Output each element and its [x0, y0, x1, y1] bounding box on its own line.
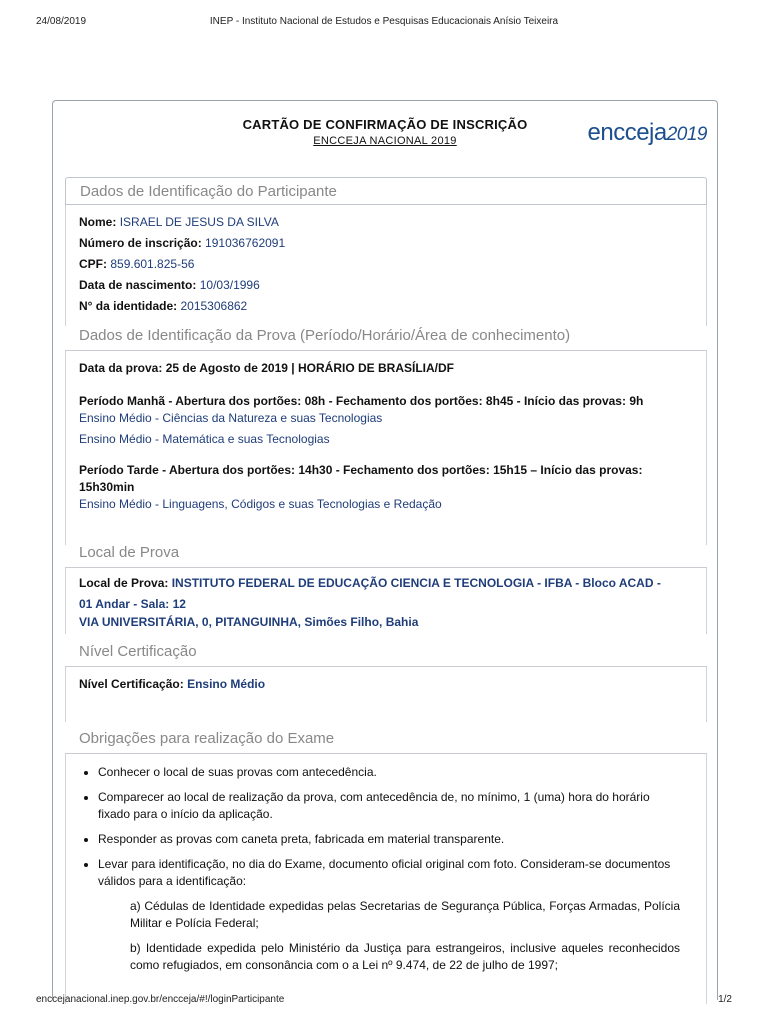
participant-name: Nome: ISRAEL DE JESUS DA SILVA: [79, 215, 279, 229]
certification-body: [65, 667, 707, 722]
logo-text-b: c: [613, 119, 625, 146]
print-url: enccejanacional.inep.gov.br/encceja/#!/loginParticipante: [36, 994, 285, 1005]
location-line2: 01 Andar - Sala: 12: [79, 597, 186, 611]
location-body: [65, 568, 707, 634]
obligations-heading: Obrigações para realização do Exame: [79, 730, 335, 747]
print-page-number: 1/2: [718, 994, 732, 1005]
obligation-item: • Levar para identificação, no dia do Exame, documento oficial original com foto. Consideram-se documentos válidos para a identificação:: [98, 856, 680, 890]
exam-heading: Dados de Identificação da Prova (Período/Horário/Área de conhecimento): [79, 327, 571, 344]
exam-panel: [65, 322, 707, 545]
participant-registration: Número de inscrição: 191036762091: [79, 236, 286, 250]
certification-panel: [65, 638, 707, 722]
afternoon-period-line1: Período Tarde - Abertura dos portões: 14h30 - Fechamento dos portões: 15h15 – Início das provas:: [79, 463, 643, 477]
certification-level: Nível Certificação: Ensino Médio: [79, 677, 266, 691]
morning-area-1: Ensino Médio - Ciências da Natureza e suas Tecnologias: [79, 411, 383, 425]
encceja-logo: [587, 119, 707, 147]
logo-text-a: en: [587, 119, 614, 146]
obligation-sub-item: b) Identidade expedida pelo Ministério da Justiça para estrangeiros, inclusive aqueles reconhecidos como refugiados, em consonância com o a Lei nº 9.474, de 22 de julho de 1997;: [130, 941, 680, 972]
card-subtitle: ENCCEJA NACIONAL 2019: [313, 135, 457, 147]
afternoon-area-1: Ensino Médio - Linguagens, Códigos e suas Tecnologias e Redação: [79, 497, 442, 511]
location-line1: Local de Prova: INSTITUTO FEDERAL DE EDUCAÇÃO CIENCIA E TECNOLOGIA - IFBA - Bloco ACAD -: [79, 576, 661, 590]
participant-birthdate: Data de nascimento: 10/03/1996: [79, 278, 260, 292]
exam-date: Data da prova: 25 de Agosto de 2019 | HORÁRIO DE BRASÍLIA/DF: [79, 361, 454, 375]
location-address: VIA UNIVERSITÁRIA, 0, PITANGUINHA, Simões Filho, Bahia: [79, 615, 419, 629]
confirmation-card: [52, 100, 718, 1000]
obligations-panel: [65, 725, 707, 1004]
exam-body: [65, 351, 707, 545]
print-page-title: INEP - Instituto Nacional de Estudos e Pesquisas Educacionais Anísio Teixeira: [209, 16, 559, 27]
participant-panel: [65, 177, 707, 326]
obligation-item: • Responder as provas com caneta preta, fabricada em material transparente.: [98, 831, 680, 848]
obligations-list: [66, 764, 706, 890]
afternoon-period-line2: 15h30min: [79, 480, 135, 494]
print-date: 24/08/2019: [36, 16, 87, 27]
obligation-item: • Comparecer ao local de realização da prova, com antecedência de, no mínimo, 1 (uma) hora do horário fixado para o início da aplicação.: [98, 789, 680, 823]
logo-year: 2019: [666, 124, 707, 145]
participant-cpf: CPF: 859.601.825-56: [79, 257, 195, 271]
certification-heading: Nível Certificação: [79, 643, 197, 660]
morning-area-2: Ensino Médio - Matemática e suas Tecnologias: [79, 432, 330, 446]
location-panel: [65, 539, 707, 634]
participant-body: [65, 205, 707, 326]
participant-id-number: N° da identidade: 2015306862: [79, 299, 248, 313]
obligations-body: [65, 754, 707, 1004]
logo-text-c: ceja: [624, 119, 667, 146]
obligation-sub-item: a) Cédulas de Identidade expedidas pelas Secretarias de Segurança Pública, Forças Armadas, Polícia Militar e Polícia Federal;: [130, 899, 680, 930]
morning-period: Período Manhã - Abertura dos portões: 08h - Fechamento dos portões: 8h45 - Início das provas: 9h: [79, 394, 644, 408]
obligation-item: • Conhecer o local de suas provas com antecedência.: [98, 764, 680, 781]
participant-heading: Dados de Identificação do Participante: [65, 177, 707, 205]
location-heading: Local de Prova: [79, 544, 180, 561]
card-title: CARTÃO DE CONFIRMAÇÃO DE INSCRIÇÃO: [242, 117, 528, 132]
